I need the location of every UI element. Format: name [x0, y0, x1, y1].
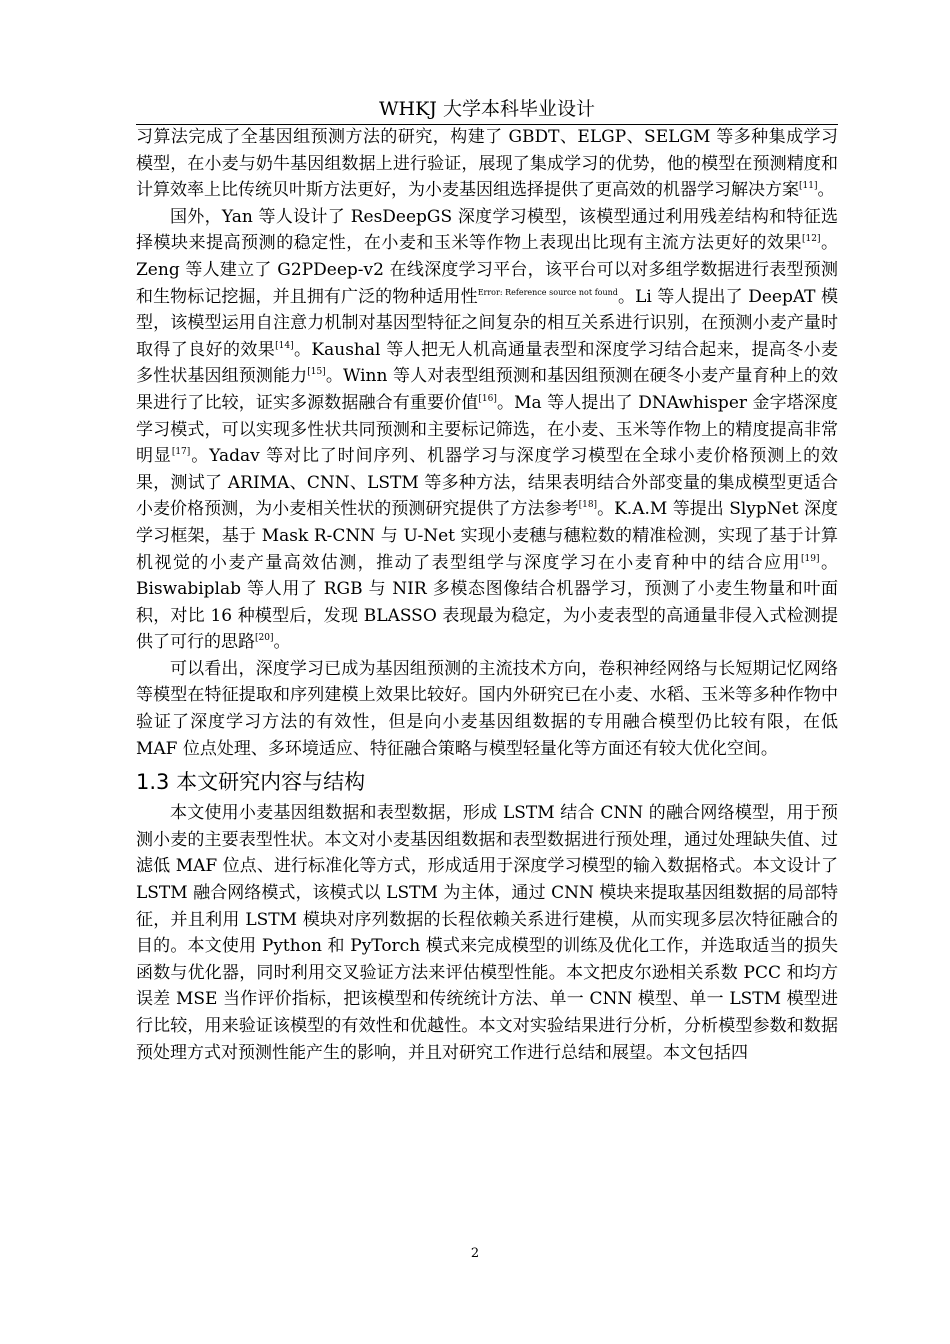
citation: [19] [801, 553, 820, 564]
citation: [14] [275, 340, 294, 351]
paragraph-1: 习算法完成了全基因组预测方法的研究，构建了 GBDT、ELGP、SELGM 等多种集成学习模型，在小麦与奶牛基因组数据上进行验证，展现了集成学习的优势，他的模型在预测精度和计算效率上比传统贝叶斯方法更好，为小麦基因组选择提供了更高效的机器学习解决方案[11]。 [136, 127, 838, 201]
page-number: 2 [470, 1246, 480, 1261]
citation: [18] [578, 500, 598, 511]
page-header: WHKJ 大学本科毕业设计 [379, 98, 595, 120]
reference-error: Error: Reference source not found [477, 287, 618, 297]
paragraph-2: 国外，Yan 等人设计了 ResDeepGS 深度学习模型，该模型通过利用残差结构和特征选择模块来提高预测的稳定性，在小麦和玉米等作物上表现出比现有主流方法更好的效果[12]。Zeng 等人建立了 G2PDeep-v2 在线深度学习平台，该平台可以对多组学数据进行表型预测和生物标记挖掘，并且拥有广泛的物种适用性$^{Error: Reference source not found}$。Li 等人提出了 DeepAT 模型，该模型运用自注意力机制对基因型特征之间复杂的相互关系进行识别，在预测小麦产量时取得了良好的效果[14]。Kaushal 等人把无人机高通量表型和深度学习结合起来，提高冬小麦多性状基因组预测能力[15]。Winn 等人对表型组预测和基因组预测在硬冬小麦产量育种上的效果进行了比较，证实多源数据融合有重要价值[16]。Ma 等人提出了 DNAwhisper 金字塔深度学习模式，可以实现多性状共同预测和主要标记筛选，在小麦、玉米等作物上的精度提高非常明显[17]。Yadav 等对比了时间序列、机器学习与深度学习模型在全球小麦价格预测上的效果，测试了 ARIMA、CNN、LSTM 等多种方法，结果表明结合外部变量的集成模型更适合小麦价格预测，为小麦相关性状的预测研究提供了方法参考[18]。K.A.M 等提出 SlypNet 深度学习框架，基于 Mask R-CNN 与 U-Net 实现小麦穗与穗粒数的精准检测，实现了基于计算机视觉的小麦产量高效估测，推动了表型组学与深度学习在小麦育种中的结合应用[19]。Biswabiplab 等人用了 RGB 与 NIR 多模态图像结合机器学习，预测了小麦生物量和叶面积，对比 16 种模型后，发现 BLASSO 表现最为稳定，为小麦表型的高通量非侵入式检测提供了可行的思路[20]。 [136, 206, 839, 653]
body-text [136, 124, 838, 1066]
paragraph-3: 可以看出，深度学习已成为基因组预测的主流技术方向，卷积神经网络与长短期记忆网络等模型在特征提取和序列建模上效果比较好。国内外研究已在小麦、水稻、玉米等多种作物中验证了深度学习方法的有效性，但是向小麦基因组数据的专用融合模型仍比较有限，在低 MAF 位点处理、多环境适应、特征融合策略与模型轻量化等方面还有较大优化空间。 [136, 658, 838, 759]
citation: [20] [255, 633, 274, 644]
citation: [17] [171, 447, 191, 458]
paragraph-4: 本文使用小麦基因组数据和表型数据，形成 LSTM 结合 CNN 的融合网络模型，用于预测小麦的主要表型性状。本文对小麦基因组数据和表型数据进行预处理，通过处理缺失值、过滤低 MAF 位点、进行标准化等方式，形成适用于深度学习模型的输入数据格式。本文设计了 LSTM 融合网络模式，该模式以 LSTM 为主体，通过 CNN 模块来提取基因组数据的局部特征，并且利用 LSTM 模块对序列数据的长程依赖关系进行建模，从而实现多层次特征融合的目的。本文使用 Python 和 PyTorch 模式来完成模型的训练及优化工作，并选取适当的损失函数与优化器，同时利用交叉验证方法来评估模型性能。本文把皮尔逊相关系数 PCC 和均方误差 MSE 当作评价指标，把该模型和传统统计方法、单一 CNN 模型、单一 LSTM 模型进行比较，用来验证该模型的有效性和优越性。本文对实验结果进行分析，分析模型参数和数据预处理方式对预测性能产生的影响，并且对研究工作进行总结和展望。本文包括四 [136, 803, 838, 1063]
citation: [12] [802, 234, 821, 245]
citation: [15] [307, 367, 326, 378]
citation: [16] [478, 393, 497, 404]
section-heading: 1.3 本文研究内容与结构 [136, 770, 366, 795]
citation: [11] [799, 181, 818, 192]
